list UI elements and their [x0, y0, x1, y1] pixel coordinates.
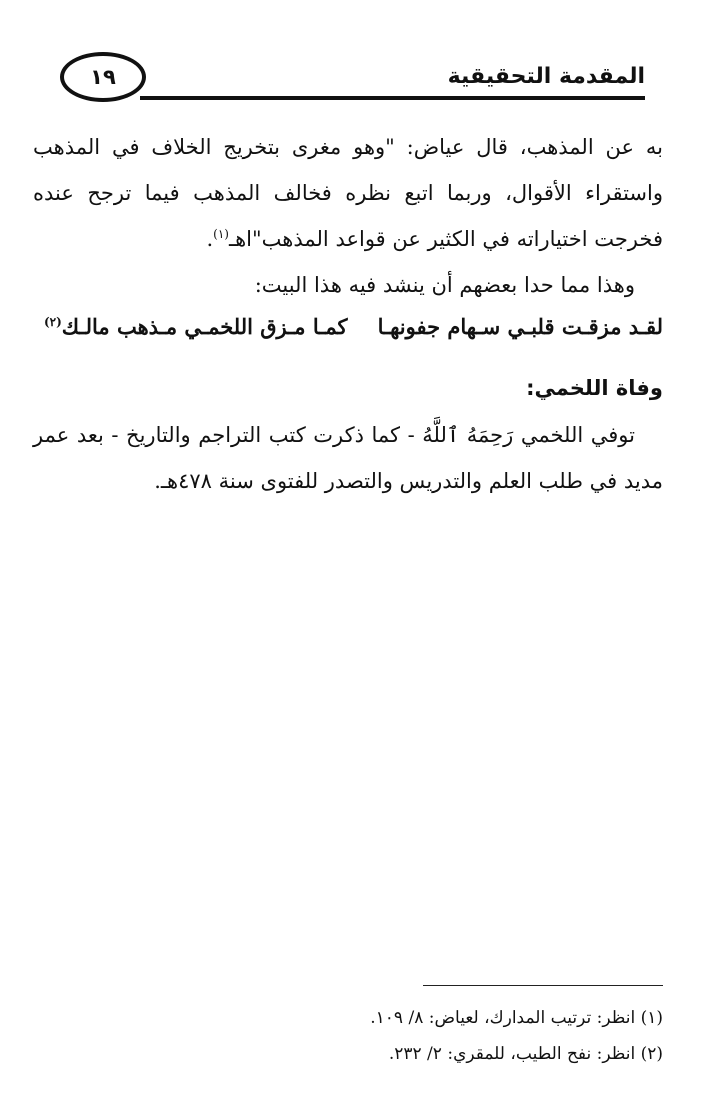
footnote-marker: (٢)	[43, 315, 62, 329]
poetry-verse	[33, 307, 663, 347]
paragraph-death	[33, 412, 663, 504]
footnote-2: (٢) انظر: نفح الطيب، للمقري: ٢/ ٢٣٢.	[388, 1044, 663, 1064]
verse-first-hemistich: لقـد مزقـت قلبـي سـهام جفونهـا	[377, 314, 663, 339]
page-header	[60, 52, 645, 108]
header-rule	[140, 96, 645, 100]
paragraph-verse-intro	[33, 262, 663, 308]
paragraph-text: به عن المذهب، قال عياض: "وهو مغرى بتخريج الخلاف في المذهب واستقراء الأقوال، وربما اتبع نظره فخالف المذهب فيما ترجح عنده فخرجت اختياراته في الكثير عن قواعد المذهب"اهـ	[33, 135, 663, 251]
paragraph-quote-iyad	[33, 124, 663, 262]
page-number-badge	[60, 52, 146, 102]
page-number: ١٩	[90, 65, 116, 89]
paragraph-text: وهذا مما حدا بعضهم أن ينشد فيه هذا البيت:	[254, 273, 635, 297]
footnote-1: (١) انظر: ترتيب المدارك، لعياض: ٨/ ١٠٩.	[370, 1008, 663, 1028]
running-title: المقدمة التحقيقية	[447, 64, 645, 89]
footnotes	[33, 1000, 663, 1072]
section-heading: وفاة اللخمي:	[526, 376, 663, 400]
paragraph-end: .	[206, 227, 214, 251]
footnote-marker: (١)	[213, 227, 229, 241]
footnote-separator	[423, 985, 663, 986]
verse-second-hemistich: كمـا مـزق اللخمـي مـذهب مالـك	[61, 314, 348, 339]
paragraph-text: توفي اللخمي رَحِمَهُ ٱللَّهُ - كما ذكرت كتب التراجم والتاريخ - بعد عمر مديد في طلب العلم والتدريس والتصدر للفتوى سنة ٤٧٨هـ.	[33, 423, 663, 493]
